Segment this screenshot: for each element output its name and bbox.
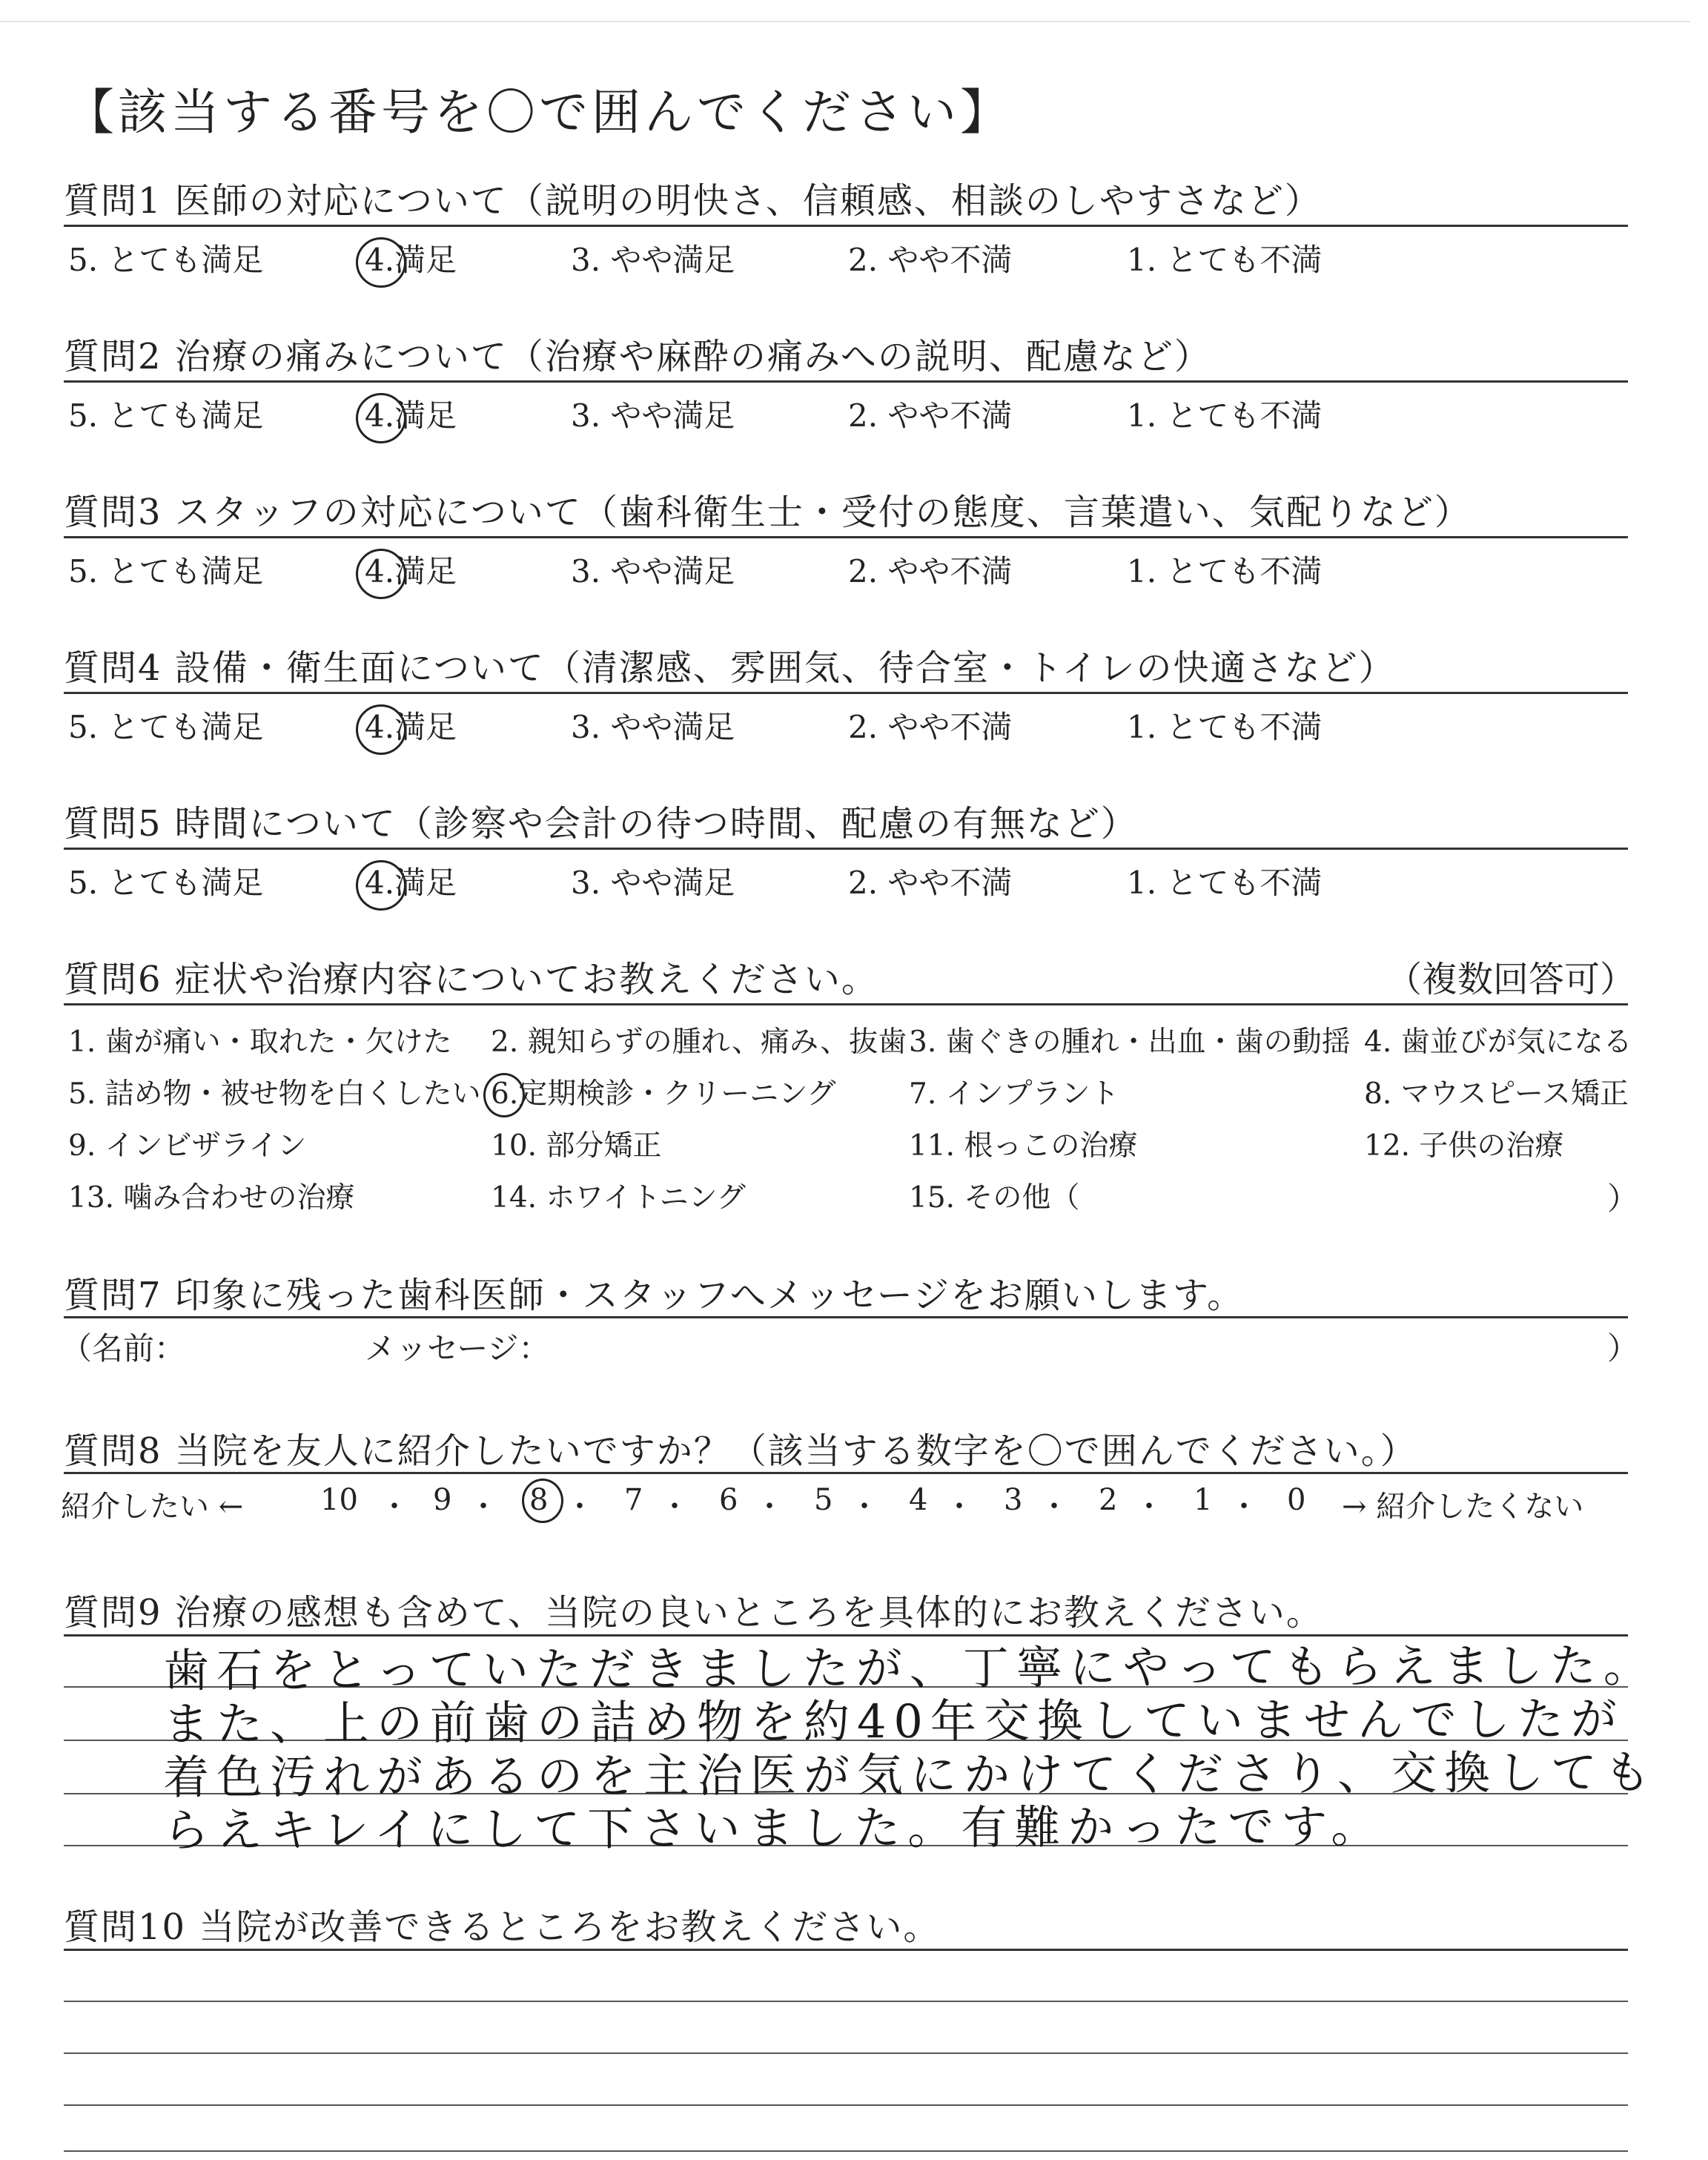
rating-option-2[interactable]: 2. やや不満 (848, 865, 1013, 901)
scale-number-1[interactable]: 1 (1194, 1483, 1213, 1517)
instruction-heading: 【該当する番号を〇で囲んでください】 (65, 84, 1013, 141)
page-top-edge (0, 21, 1690, 22)
selection-circle (356, 549, 406, 599)
question-title: 質問1 医師の対応について（説明の明快さ、信頼感、相談のしやすさなど） (64, 180, 1322, 222)
rating-option-2[interactable]: 2. やや不満 (848, 553, 1013, 589)
rating-option-3[interactable]: 3. やや満足 (571, 242, 735, 278)
question-title: 質問4 設備・衛生面について（清潔感、雰囲気、待合室・トイレの快適さなど） (64, 647, 1396, 689)
symptom-option-2[interactable]: 2. 親知らずの腫れ、痛み、抜歯 (491, 1025, 907, 1059)
rating-option-5[interactable]: 5. とても満足 (68, 709, 264, 745)
symptom-option-1[interactable]: 1. 歯が痛い・取れた・欠けた (68, 1025, 452, 1059)
question-rule (64, 1949, 1628, 1951)
rating-option-3[interactable]: 3. やや満足 (571, 709, 735, 745)
scale-separator: ・ (755, 1490, 784, 1524)
scale-number-3[interactable]: 3 (1004, 1483, 1023, 1517)
message-paren-close: ） (1607, 1330, 1639, 1367)
symptom-option-12[interactable]: 12. 子供の治療 (1364, 1129, 1564, 1163)
symptom-option-3[interactable]: 3. 歯ぐきの腫れ・出血・歯の動揺 (909, 1025, 1351, 1059)
name-label: （名前： (61, 1330, 186, 1367)
rating-option-2[interactable]: 2. やや不満 (848, 397, 1013, 434)
rating-option-4[interactable] (365, 859, 457, 903)
scale-number-5[interactable]: 5 (814, 1483, 833, 1517)
handwritten-answer-line: また、上の前歯の詰め物を約40年交換していませんでしたが (162, 1691, 1625, 1751)
rating-option-5[interactable]: 5. とても満足 (68, 865, 264, 901)
question-rule (64, 848, 1628, 850)
scale-separator: ・ (1039, 1490, 1069, 1524)
symptom-option-15[interactable]: 15. その他（ (909, 1181, 1080, 1215)
rating-option-1[interactable]: 1. とても不満 (1127, 397, 1323, 434)
rating-option-3[interactable]: 3. やや満足 (571, 553, 735, 589)
handwritten-answer-line: 着色汚れがあるのを主治医が気にかけてくださり、交換しても (162, 1745, 1658, 1805)
scale-number-10[interactable]: 10 (320, 1483, 358, 1517)
rating-option-number: 4. (365, 397, 395, 434)
scale-separator: ・ (380, 1490, 409, 1524)
recommend-right-label: → 紹介したくない (1342, 1490, 1584, 1524)
selection-circle (356, 860, 406, 911)
scale-number-4[interactable]: 4 (909, 1483, 928, 1517)
symptom-option-7[interactable]: 7. インプラント (909, 1077, 1119, 1111)
answer-rule[interactable] (64, 2104, 1628, 2106)
question-rule (64, 225, 1628, 227)
scale-separator: ・ (565, 1490, 595, 1524)
rating-option-number: 4. (365, 242, 395, 278)
question-title: 質問5 時間について（診察や会計の待つ時間、配慮の有無など） (64, 803, 1138, 845)
question-rule (64, 380, 1628, 383)
rating-option-label: 満足 (394, 865, 457, 901)
rating-option-1[interactable]: 1. とても不満 (1127, 709, 1323, 745)
multiple-answer-note: （複数回答可） (1386, 959, 1635, 1000)
rating-option-3[interactable]: 3. やや満足 (571, 865, 735, 901)
rating-option-number: 4. (365, 553, 395, 589)
rating-option-number: 4. (365, 709, 395, 745)
rating-option-3[interactable]: 3. やや満足 (571, 397, 735, 434)
rating-option-4[interactable] (365, 703, 457, 747)
scale-number-8[interactable] (529, 1483, 548, 1517)
handwritten-answer-line: 歯石をとっていただきましたが、丁寧にやってもらえました。 (162, 1638, 1657, 1698)
rating-option-5[interactable]: 5. とても満足 (68, 553, 264, 589)
rating-option-label: 満足 (394, 397, 457, 434)
recommend-left-label: 紹介したい ← (61, 1490, 244, 1524)
symptom-option-number: 6. (491, 1077, 519, 1111)
question-title: 質問8 当院を友人に紹介したいですか？（該当する数字を〇で囲んでください。） (64, 1430, 1417, 1472)
handwritten-answer-line: らえキレイにして下さいました。有難かったです。 (162, 1799, 1385, 1857)
symptom-option-13[interactable]: 13. 噛み合わせの治療 (68, 1181, 355, 1215)
selection-circle (356, 704, 406, 755)
symptom-option-9[interactable]: 9. インビザライン (68, 1129, 307, 1163)
symptom-option-14[interactable]: 14. ホワイトニング (491, 1181, 746, 1215)
question-title: 質問9 治療の感想も含めて、当院の良いところを具体的にお教えください。 (64, 1592, 1323, 1634)
rating-option-2[interactable]: 2. やや不満 (848, 242, 1013, 278)
rating-option-label: 満足 (394, 709, 457, 745)
question-title: 質問7 印象に残った歯科医師・スタッフへメッセージをお願いします。 (64, 1275, 1245, 1316)
question-rule (64, 1003, 1628, 1005)
rating-option-5[interactable]: 5. とても満足 (68, 242, 264, 278)
question-title: 質問10 当院が改善できるところをお教えください。 (64, 1906, 941, 1948)
rating-option-2[interactable]: 2. やや不満 (848, 709, 1013, 745)
symptom-option-label: 定期検診・クリーニング (518, 1077, 836, 1111)
rating-option-1[interactable]: 1. とても不満 (1127, 242, 1323, 278)
scale-number-2[interactable]: 2 (1099, 1483, 1118, 1517)
scale-number-7[interactable]: 7 (624, 1483, 643, 1517)
scale-separator: ・ (1229, 1490, 1259, 1524)
scale-number-0[interactable]: 0 (1287, 1483, 1306, 1517)
rating-option-1[interactable]: 1. とても不満 (1127, 865, 1323, 901)
selection-circle (356, 393, 406, 443)
question-title: 質問2 治療の痛みについて（治療や麻酔の痛みへの説明、配慮など） (64, 336, 1211, 377)
selection-circle (483, 1073, 525, 1117)
scale-number-6[interactable]: 6 (719, 1483, 738, 1517)
question-rule (64, 1316, 1628, 1318)
rating-option-4[interactable] (365, 547, 457, 592)
other-paren-close: ） (1607, 1180, 1639, 1217)
question-title: 質問3 スタッフの対応について（歯科衛生士・受付の態度、言葉遣い、気配りなど） (64, 492, 1472, 533)
answer-rule[interactable] (64, 2150, 1628, 2152)
answer-rule[interactable] (64, 2052, 1628, 2054)
rating-option-number: 4. (365, 865, 395, 901)
selection-circle (356, 237, 406, 288)
rating-option-label: 満足 (394, 242, 457, 278)
rating-option-1[interactable]: 1. とても不満 (1127, 553, 1323, 589)
scale-separator: ・ (850, 1490, 879, 1524)
symptom-option-6[interactable] (491, 1071, 835, 1112)
scale-separator: ・ (1134, 1490, 1164, 1524)
rating-option-4[interactable] (365, 392, 457, 436)
scale-separator: ・ (944, 1490, 974, 1524)
scale-separator: ・ (469, 1490, 498, 1524)
symptom-option-4[interactable]: 4. 歯並びが気になる (1364, 1025, 1632, 1059)
answer-rule[interactable] (64, 2001, 1628, 2002)
selection-circle (522, 1479, 563, 1523)
scale-number-label: 8 (529, 1483, 549, 1517)
symptom-option-10[interactable]: 10. 部分矯正 (491, 1129, 662, 1163)
symptom-option-5[interactable]: 5. 詰め物・被せ物を白くしたい (68, 1077, 481, 1111)
symptom-option-8[interactable]: 8. マウスピース矯正 (1364, 1077, 1629, 1111)
rating-option-label: 満足 (394, 553, 457, 589)
rating-option-4[interactable] (365, 236, 457, 280)
question-title: 質問6 症状や治療内容についてお教えください。 (64, 959, 878, 1000)
message-label: メッセージ： (365, 1330, 550, 1367)
question-rule (64, 692, 1628, 694)
rating-option-5[interactable]: 5. とても満足 (68, 397, 264, 434)
symptom-option-11[interactable]: 11. 根っこの治療 (909, 1129, 1138, 1163)
scale-separator: ・ (660, 1490, 689, 1524)
question-rule (64, 536, 1628, 538)
scale-number-9[interactable]: 9 (433, 1483, 452, 1517)
question-rule (64, 1472, 1628, 1474)
